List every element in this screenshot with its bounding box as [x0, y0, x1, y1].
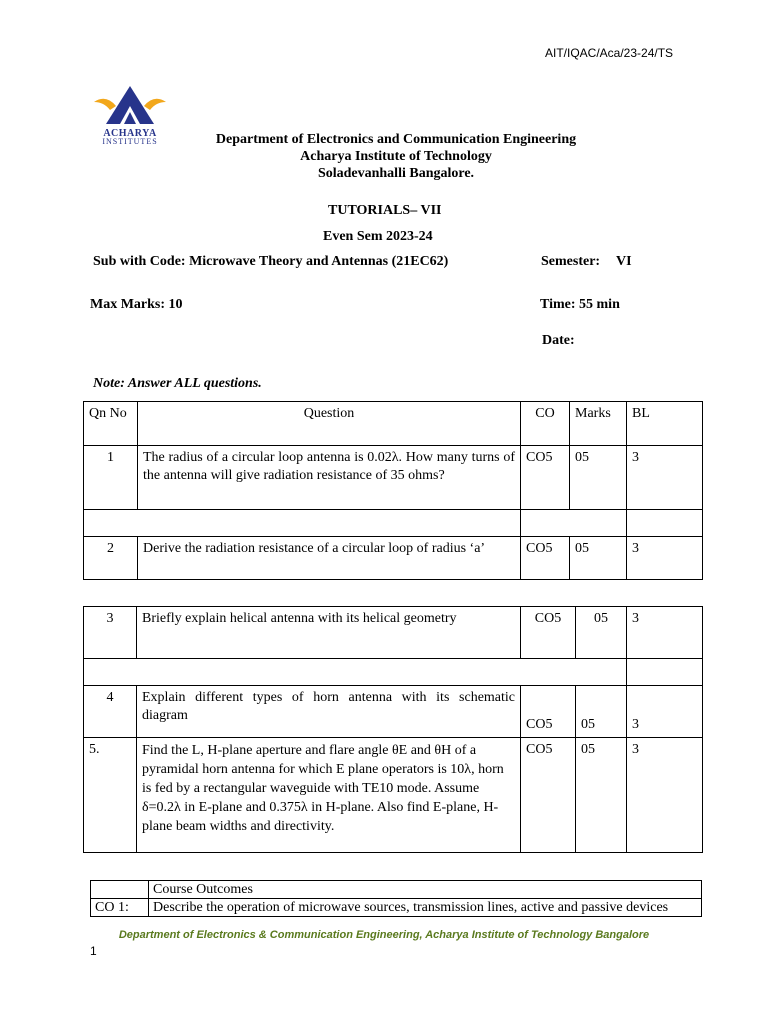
course-outcome-text: Describe the operation of microwave sources, transmission lines, active and passive devices — [149, 899, 702, 917]
time: Time: 55 min — [540, 297, 620, 312]
question-co: CO5 — [521, 686, 576, 738]
department-title: Department of Electronics and Communication Engineering — [215, 132, 577, 147]
logo-emblem-icon — [92, 84, 168, 130]
table-row — [91, 899, 702, 917]
course-outcomes-table — [90, 880, 702, 917]
question-text: Briefly explain helical antenna with its helical geometry — [137, 607, 521, 659]
table-row — [84, 607, 703, 659]
question-bl: 3 — [627, 738, 703, 853]
question-marks: 05 — [570, 446, 627, 510]
subject-code: Sub with Code: Microwave Theory and Antennas (21EC62) — [93, 254, 449, 269]
institute-location: Soladevanhalli Bangalore. — [317, 166, 475, 181]
max-marks: Max Marks: 10 — [90, 297, 183, 312]
instructions-note: Note: Answer ALL questions. — [93, 376, 262, 391]
question-text: Derive the radiation resistance of a circular loop of radius ‘a’ — [138, 537, 521, 580]
question-bl: 3 — [627, 607, 703, 659]
question-marks: 05 — [576, 607, 627, 659]
question-text: Explain different types of horn antenna with its schematic diagram — [137, 686, 521, 738]
question-text: The radius of a circular loop antenna is 0.02λ. How many turns of the antenna will give radiation resistance of 35 ohms? — [138, 446, 521, 510]
document-reference: AIT/IQAC/Aca/23-24/TS — [545, 46, 674, 60]
spacer-row — [84, 659, 703, 686]
table-header-row — [84, 402, 703, 446]
header-bl: BL — [627, 402, 703, 446]
question-bl: 3 — [627, 537, 703, 580]
course-outcome-code: CO 1: — [91, 899, 149, 917]
session: Even Sem 2023-24 — [323, 229, 433, 244]
table-row — [84, 537, 703, 580]
questions-table-2 — [83, 606, 703, 853]
question-number: 4 — [84, 686, 137, 738]
question-number: 2 — [84, 537, 138, 580]
spacer-row — [84, 510, 703, 537]
question-text: Find the L, H-plane aperture and flare angle θE and θH of a pyramidal horn antenna for which E plane operators is 10λ, horn is fed by a rectangular waveguide with TE10 mode. Assume δ=0.2λ in E-plane and 0.375λ in H-plane. Also find E-plane, H-plane beam widths and directivity. — [137, 738, 521, 853]
semester-label: Semester: — [541, 254, 601, 269]
table-row — [84, 738, 703, 853]
page-footer: Department of Electronics & Communication Engineering, Acharya Institute of Technology Bangalore — [118, 929, 650, 941]
header-qn: Qn No — [84, 402, 138, 446]
logo-subtitle: INSTITUTES — [102, 137, 158, 146]
question-co: CO5 — [521, 446, 570, 510]
tutorial-title: TUTORIALS– VII — [328, 203, 442, 218]
question-bl: 3 — [627, 686, 703, 738]
question-number: 5. — [84, 738, 137, 853]
question-marks: 05 — [576, 686, 627, 738]
page-number: 1 — [90, 944, 97, 958]
course-outcomes-header-row — [91, 881, 702, 899]
question-co: CO5 — [521, 607, 576, 659]
institute-name: Acharya Institute of Technology — [300, 149, 492, 164]
header-question: Question — [138, 402, 521, 446]
header-co: CO — [521, 402, 570, 446]
questions-table-1 — [83, 401, 703, 580]
question-number: 1 — [84, 446, 138, 510]
header-marks: Marks — [570, 402, 627, 446]
question-marks: 05 — [570, 537, 627, 580]
question-number: 3 — [84, 607, 137, 659]
question-bl: 3 — [627, 446, 703, 510]
question-marks: 05 — [576, 738, 627, 853]
date: Date: — [542, 333, 575, 348]
question-co: CO5 — [521, 537, 570, 580]
course-outcomes-header: Course Outcomes — [149, 881, 702, 899]
question-co: CO5 — [521, 738, 576, 853]
semester-value: VI — [616, 254, 632, 269]
logo-name: ACHARYA — [103, 128, 157, 139]
table-row — [84, 686, 703, 738]
table-row — [84, 446, 703, 510]
